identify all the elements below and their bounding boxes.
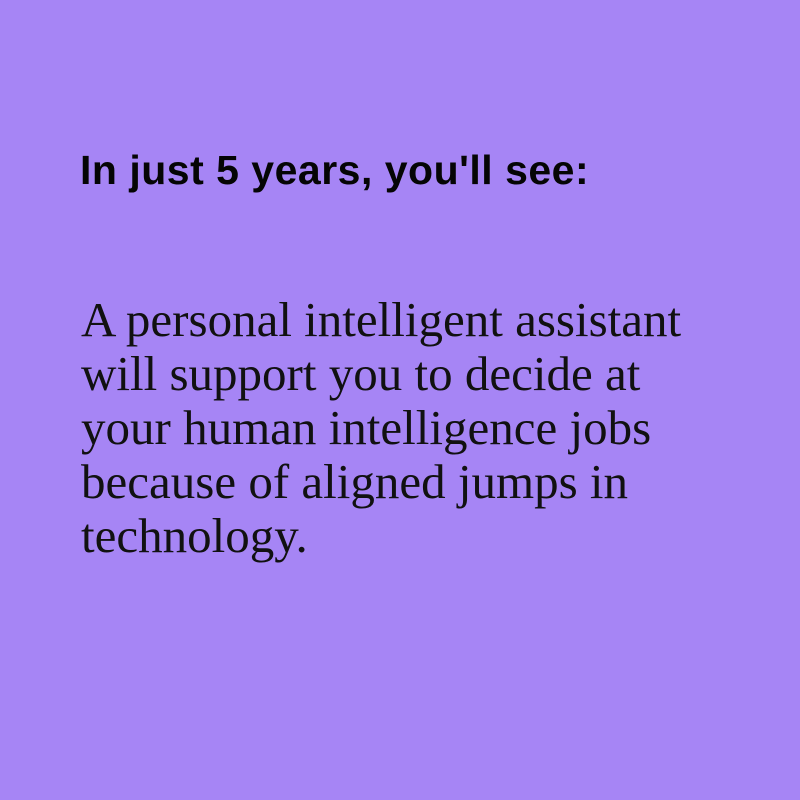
card-heading: In just 5 years, you'll see: — [80, 147, 590, 193]
card-body-text: A personal intelligent assistant will support you to decide at your human intelligence jobs because of aligned jumps in technology. — [81, 292, 682, 563]
